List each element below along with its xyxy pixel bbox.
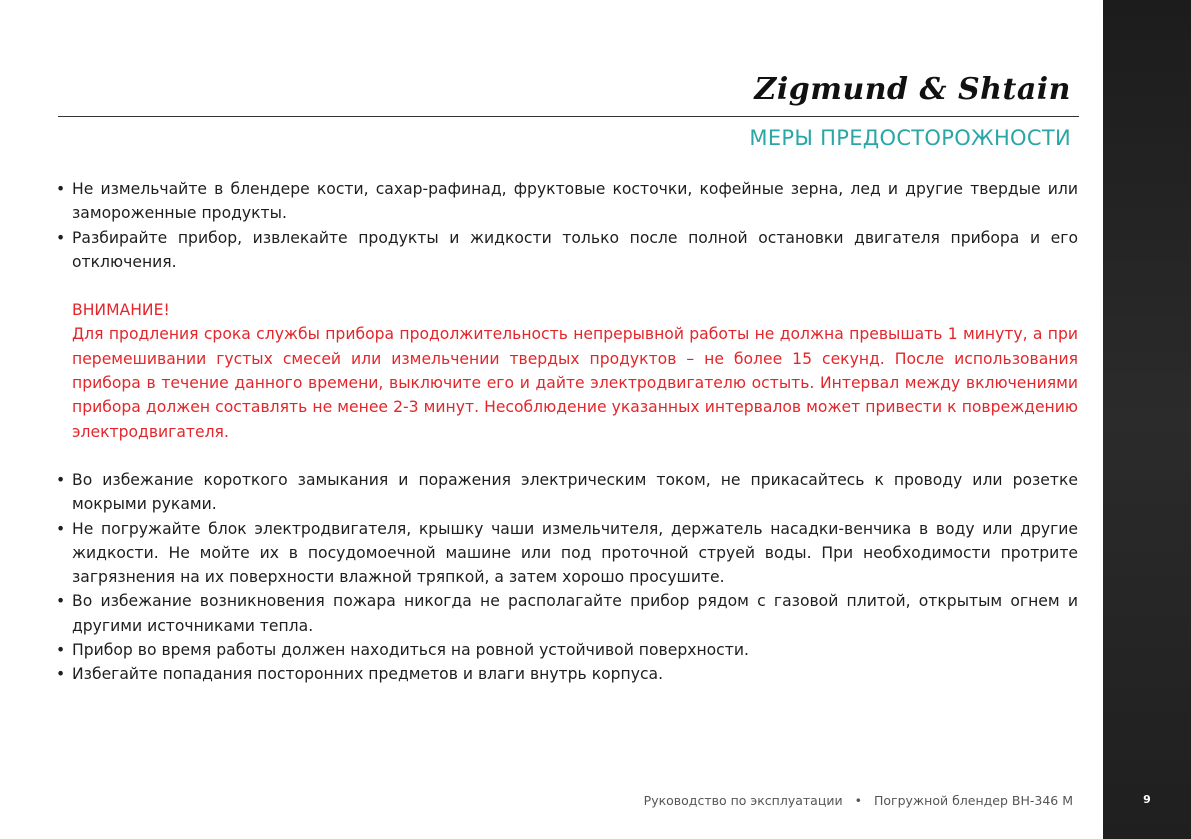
safety-bullet: • Во избежание возникновения пожара никогда не располагайте прибор рядом с газовой плитой, открытым огнем и другими источниками тепла. [56,589,1078,638]
warning-text: Для продления срока службы прибора продолжительность непрерывной работы не должна превышать 1 минуту, а при перемешивании густых смесей или измельчении твердых продуктов – не более 15 секунд. После использования прибора в течение данного времени, выключите его и дайте электродвигателю остыть. Интервал между включениями прибора должен составлять не менее 2-3 минут. Несоблюдение указанных интервалов может привести к повреждению электродвигателя. [72,325,1078,441]
safety-bullet: • Разбирайте прибор, извлекайте продукты и жидкости только после полной остановки двигателя прибора и его отключения. [56,226,1078,275]
page-footer [644,793,1073,808]
safety-bullet: • Не измельчайте в блендере кости, сахар-рафинад, фруктовые косточки, кофейные зерна, лед и другие твердые или замороженные продукты. [56,177,1078,226]
section-title: МЕРЫ ПРЕДОСТОРОЖНОСТИ [749,126,1071,150]
footer-manual-label: Руководство по эксплуатации [643,793,843,808]
safety-bullet: • Не погружайте блок электродвигателя, крышку чаши измельчителя, держатель насадки-венчика в воду или другие жидкости. Не мойте их в посудомоечной машине или под проточной струей воды. При необходимости протрите загрязнения на их поверхности влажной тряпкой, а затем хорошо просушите. [56,517,1078,590]
page-number: 9 [1143,793,1151,806]
footer-product-label: Погружной блендер BH-346 M [873,793,1073,808]
safety-content [56,177,1078,687]
brand-logo: Zigmund & Shtain [754,72,1071,107]
safety-bullet: • Прибор во время работы должен находиться на ровной устойчивой поверхности. [56,638,1078,662]
side-band [1103,0,1191,839]
footer-separator: • [854,793,862,808]
warning-block [72,298,1078,444]
safety-bullet: • Во избежание короткого замыкания и поражения электрическим током, не прикасайтесь к проводу или розетке мокрыми руками. [56,468,1078,517]
warning-title: ВНИМАНИЕ! [72,301,170,320]
safety-bullet: • Избегайте попадания посторонних предметов и влаги внутрь корпуса. [56,662,1078,686]
header-rule [58,116,1079,117]
